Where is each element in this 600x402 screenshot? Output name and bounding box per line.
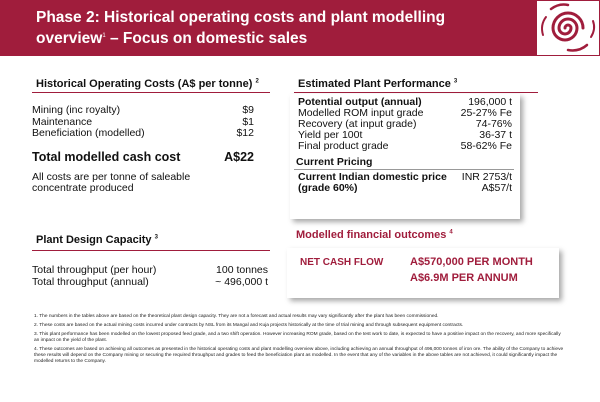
footnote-3: 3. This plant performance has been modelled on the lowest proposed feed grade, and a two shift operation. However increasing ROM grade, based on the test work to date, is expected to have a positive impact on the recovery, and more specifically an impact on the yield of the plant. xyxy=(34,332,561,343)
op-costs-title-text: Historical Operating Costs (A$ per tonne) xyxy=(36,78,253,90)
footnote-4: 4. These outcomes are based on achieving all outcomes as presented in the historical operating costs and plant modelling overview above, including achieving an annual throughput of 496,000 tonnes of iron ore. The ability of the Company to achieve these results will depend on the Company mining or securing the required throughput and grades to feed the beneficiation plant as modelled. In the event that any of the variables in the above tables are not achieved, it could significantly impact the modelled returns to the Company. xyxy=(34,347,564,364)
plant-design-title xyxy=(36,234,158,246)
plant-design-value: 100 tonnes xyxy=(216,264,268,276)
page-title-overview: overview xyxy=(36,30,103,48)
page-title xyxy=(36,8,456,48)
pricing-grade-label: (grade 60%) xyxy=(298,182,358,194)
plant-perf-title-text: Estimated Plant Performance xyxy=(298,78,451,90)
op-costs-rule xyxy=(32,92,270,93)
plant-perf-value: 36-37 t xyxy=(479,129,512,141)
plant-design-value: ~ 496,000 t xyxy=(215,276,268,288)
plant-perf-value: 74-76% xyxy=(475,118,512,130)
plant-perf-label: Yield per 100t xyxy=(298,129,363,141)
pricing-value-aud: A$57/t xyxy=(481,182,512,194)
pricing-title: Current Pricing xyxy=(296,156,373,168)
plant-perf-label: Final product grade xyxy=(298,140,389,152)
footnote-ref-3b: 3 xyxy=(453,78,458,85)
plant-perf-value: 58-62% Fe xyxy=(460,140,512,152)
plant-perf-label: Potential output (annual) xyxy=(298,96,422,108)
financial-title xyxy=(296,229,453,241)
plant-perf-label: Recovery (at input grade) xyxy=(298,118,417,130)
plant-design-title-text: Plant Design Capacity xyxy=(36,234,152,246)
plant-perf-value: 196,000 t xyxy=(468,96,512,108)
footnote-1: 1. The numbers in the tables above are based on the theoretical plant design capacity. They are not a forecast and actual results may vary significantly after the plant has been commissioned. xyxy=(34,314,439,319)
page-title-line2 xyxy=(36,27,456,48)
plant-perf-rule xyxy=(294,92,538,93)
spiral-logo-icon xyxy=(537,1,599,55)
op-cost-value: $12 xyxy=(236,127,254,139)
plant-perf-title xyxy=(298,78,457,90)
op-cost-label: Beneficiation (modelled) xyxy=(32,127,145,139)
page-title-line1: Phase 2: Historical operating costs and plant modelling xyxy=(36,9,446,26)
op-costs-title xyxy=(36,78,259,90)
op-cost-total-label: Total modelled cash cost xyxy=(32,150,181,164)
pricing-label: Current Indian domestic price xyxy=(298,171,447,183)
net-cash-flow-label: NET CASH FLOW xyxy=(300,257,384,268)
plant-perf-value: 25-27% Fe xyxy=(460,107,512,119)
financial-title-text: Modelled financial outcomes xyxy=(296,229,447,241)
op-cost-total-value: A$22 xyxy=(224,150,254,164)
plant-design-label: Total throughput (per hour) xyxy=(32,264,157,276)
footnote-ref-1: 1 xyxy=(102,33,106,39)
net-cash-per-month: A$570,000 PER MONTH xyxy=(410,256,533,268)
op-cost-value: $9 xyxy=(242,104,254,116)
footnote-ref-4: 4 xyxy=(449,229,453,236)
op-cost-note-line1: All costs are per tonne of saleable xyxy=(32,171,191,183)
pricing-value-inr: INR 2753/t xyxy=(461,171,512,183)
op-cost-label: Maintenance xyxy=(32,116,93,128)
page-title-focus: – Focus on domestic sales xyxy=(105,30,308,48)
plant-design-label: Total throughput (annual) xyxy=(32,276,149,288)
op-cost-note-line2: concentrate produced xyxy=(32,182,134,194)
op-cost-label: Mining (inc royalty) xyxy=(32,104,121,116)
plant-perf-label: Modelled ROM input grade xyxy=(298,107,424,119)
footnote-ref-3: 3 xyxy=(154,234,158,241)
footnotes xyxy=(34,314,564,368)
footnote-2: 2. These costs are based on the actual mining costs incurred under contracts by NSL from its Mangal and Kuja projects historically at the time of trial mining and through subsequent equipment contracts. xyxy=(34,323,464,328)
pricing-rule xyxy=(294,169,514,170)
plant-design-rule xyxy=(32,250,270,251)
op-cost-value: $1 xyxy=(242,116,254,128)
net-cash-per-annum: A$6.9M PER ANNUM xyxy=(410,272,518,284)
header-bar xyxy=(0,0,600,56)
footnote-ref-2: 2 xyxy=(255,78,259,85)
